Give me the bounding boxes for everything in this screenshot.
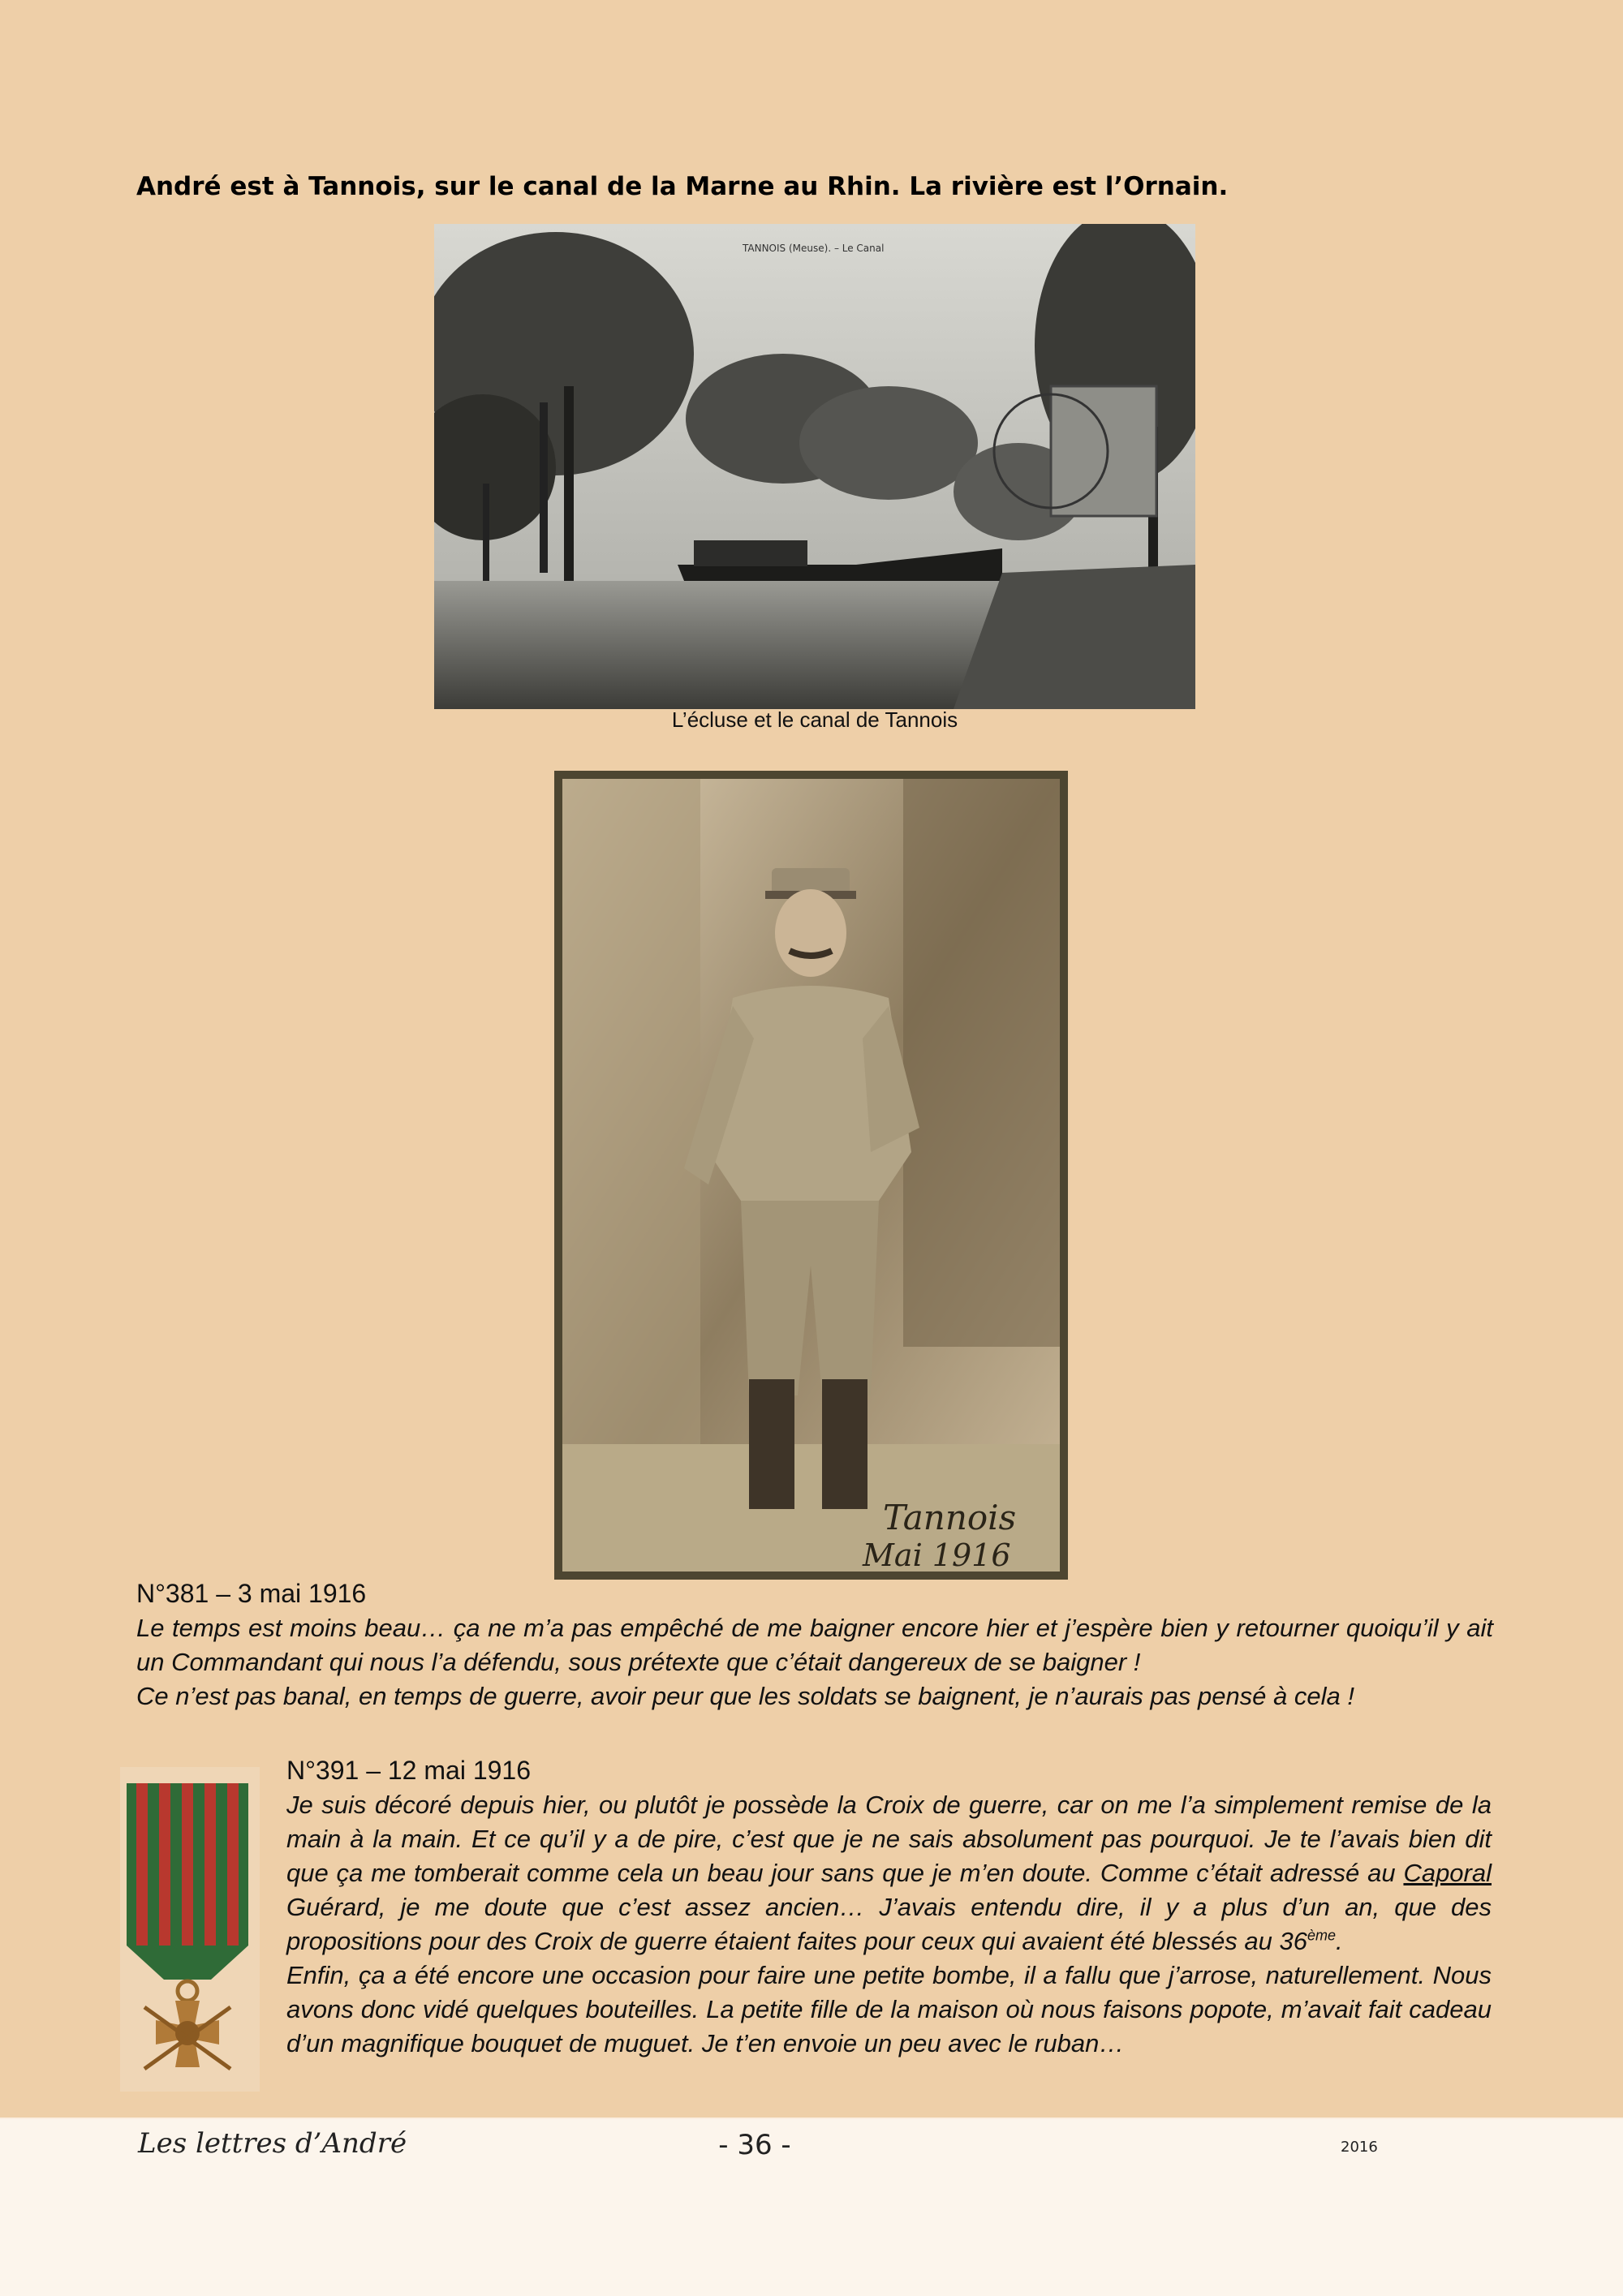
letter-paragraph <box>286 1788 1492 1958</box>
letter-text: Je suis décoré depuis hier, ou plutôt je possède la Croix de guerre, car on me l’a simplement remise de la main à la main. Et ce qu’il y a de pire, c’est que je ne sais absolument pas pourquoi. Je te l’avais bien dit que ça me tomberait comme cela un beau jour sans que je m’en doute. Comme c’était adressé au <box>286 1791 1492 1887</box>
medal-icon <box>120 1767 260 2092</box>
letter-body <box>136 1611 1493 1713</box>
soldier-portrait-frame <box>554 771 1068 1580</box>
letter-title: N°381 – 3 mai 1916 <box>136 1579 367 1608</box>
ordinal-superscript: ème <box>1307 1927 1337 1944</box>
portrait-handwriting-date: Mai 1916 <box>863 1537 1011 1572</box>
footer-book-title: Les lettres d’André <box>138 2127 407 2160</box>
letter-title: N°391 – 12 mai 1916 <box>286 1756 531 1785</box>
footer-year: 2016 <box>1341 2139 1378 2156</box>
letter-body <box>286 1788 1492 2061</box>
page-heading: André est à Tannois, sur le canal de la Marne au Rhin. La rivière est l’Ornain. <box>136 172 1229 201</box>
canal-postcard-photo <box>434 224 1195 709</box>
soldier-portrait-image <box>562 779 1060 1572</box>
underlined-rank: Caporal <box>1403 1859 1492 1887</box>
letter-paragraph: Le temps est moins beau… ça ne m’a pas empêché de me baigner encore hier et j’espère bien y retourner quoiqu’il y ait un Commandant qui nous l’a défendu, sous prétexte que c’était dangereux de se baigner ! <box>136 1614 1493 1676</box>
letter-text: Guérard, je me doute que c’est assez ancien… J’avais entendu dire, il y a plus d’un an, que des propositions pour des Croix de guerre étaient faites pour ceux qui avaient été blessés au 36 <box>286 1893 1492 1955</box>
letter-381 <box>136 1579 1493 1713</box>
letter-391 <box>286 1756 1492 2061</box>
canal-photo-caption: L’écluse et le canal de Tannois <box>671 707 958 732</box>
postcard-printed-title: TANNOIS (Meuse). – Le Canal <box>743 243 885 254</box>
letter-paragraph: Enfin, ça a été encore une occasion pour faire une petite bombe, il a fallu que j’arrose, naturellement. Nous avons donc vidé quelques bouteilles. La petite fille de la maison où nous faisons popote, m’avait fait cadeau d’un magnifique bouquet de muguet. Je t’en envoie un peu avec le ruban… <box>286 1961 1492 2057</box>
portrait-handwriting-place: Tannois <box>883 1498 1017 1537</box>
croix-de-guerre-medal-image <box>120 1767 260 2092</box>
canal-postcard-image <box>434 224 1195 709</box>
page-number: - 36 - <box>718 2129 791 2161</box>
letter-paragraph: Ce n’est pas banal, en temps de guerre, avoir peur que les soldats se baignent, je n’aurais pas pensé à cela ! <box>136 1682 1354 1710</box>
letter-text: . <box>1336 1927 1343 1955</box>
